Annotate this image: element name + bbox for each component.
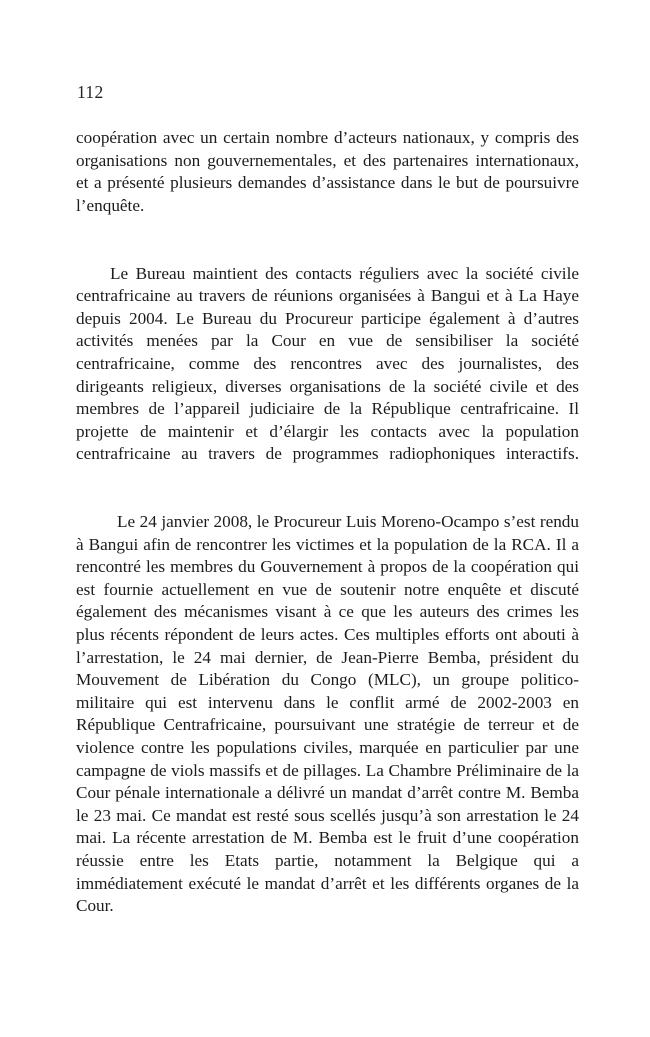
body-text-block bbox=[76, 127, 579, 940]
paragraph-3: Le 24 janvier 2008, le Procureur Luis Moreno-Ocampo s’est rendu à Bangui afin de rencontrer les victimes et la population de la RCA. Il a rencontré les membres du Gouvernement à propos de la coopération qui est fournie actuellement en vue de soutenir notre enquête et discuté également des mécanismes visant à ce que les auteurs des crimes les plus récents répondent de leurs actes. Ces multiples efforts ont abouti à l’arrestation, le 24 mai dernier, de Jean-Pierre Bemba, président du Mouvement de Libération du Congo (MLC), un groupe politico-militaire qui est intervenu dans le conflit armé de 2002-2003 en République Centrafricaine, poursuivant une stratégie de terreur et de violence contre les populations civiles, marquée en particulier par une campagne de viols massifs et de pillages. La Chambre Préliminaire de la Cour pénale internationale a délivré un mandat d’arrêt contre M. Bemba le 23 mai. Ce mandat est resté sous scellés jusqu’à son arrestation le 24 mai. La récente arrestation de M. Bemba est le fruit d’une coopération réussie entre les Etats partie, notamment la Belgique qui a immédiatement exécuté le mandat d’arrêt et les différents organes de la Cour. bbox=[76, 512, 579, 916]
paragraph-1: coopération avec un certain nombre d’acteurs nationaux, y compris des organisations non gouvernementales, et des partenaires internationaux, et a présenté plusieurs demandes d’assistance dans le but de poursuivre l’enquête. bbox=[76, 128, 579, 215]
page-number: 112 bbox=[77, 82, 104, 102]
paragraph-2: Le Bureau maintient des contacts réguliers avec la société civile centrafricaine au travers de réunions organisées à Bangui et à La Haye depuis 2004. Le Bureau du Procureur participe également à d’autres activités menées par la Cour en vue de sensibiliser la société centrafricaine, comme des rencontres avec des journalistes, des dirigeants religieux, diverses organisations de la société civile et des membres de l’appareil judiciaire de la République centrafricaine. Il projette de maintenir et d’élargir les contacts avec la population centrafricaine au travers de programmes radiophoniques interactifs. bbox=[76, 263, 579, 464]
